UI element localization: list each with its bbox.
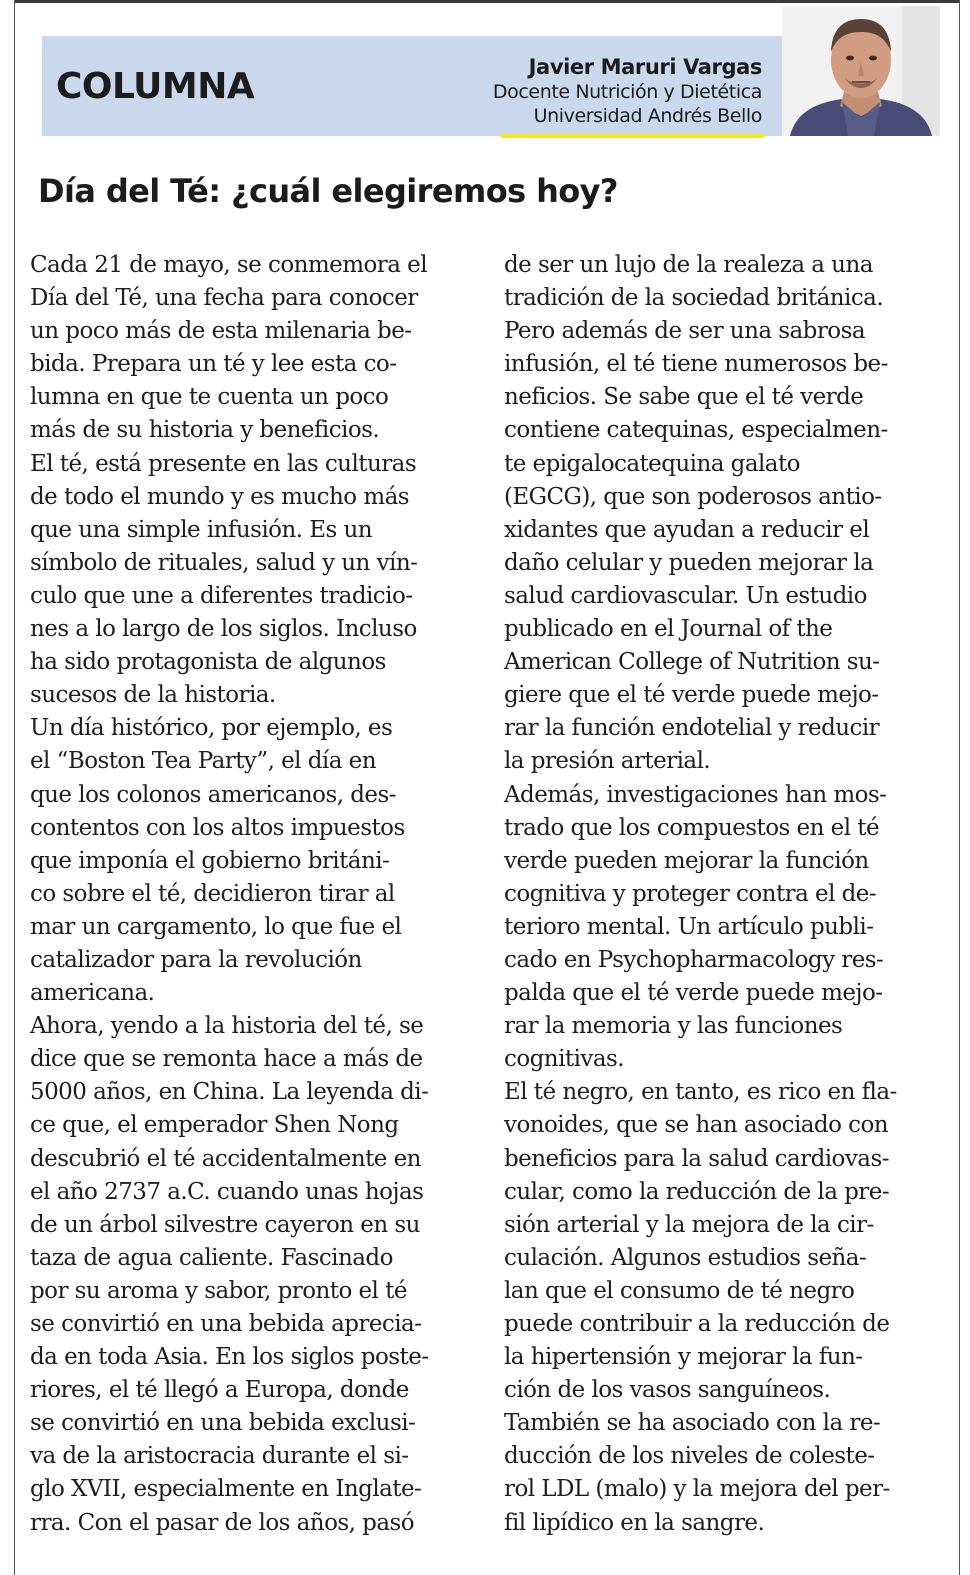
author-affiliation: Universidad Andrés Bello xyxy=(533,105,762,127)
text-line: la hipertensión y mejorar la fun- xyxy=(504,1344,863,1371)
text-line: el año 2737 a.C. cuando unas hojas xyxy=(30,1178,424,1205)
text-line: nes a lo largo de los siglos. Incluso xyxy=(30,616,417,643)
text-line: daño celular y pueden mejorar la xyxy=(504,549,874,576)
text-line: cado en Psychopharmacology res- xyxy=(504,946,884,973)
text-line: neficios. Se sabe que el té verde xyxy=(504,384,864,411)
text-line: catalizador para la revolución xyxy=(30,946,362,973)
text-line: co sobre el té, decidieron tirar al xyxy=(30,880,395,907)
text-line: publicado en el Journal of the xyxy=(504,616,833,643)
author-name: Javier Maruri Vargas xyxy=(528,55,762,79)
text-line: rra. Con el pasar de los años, pasó xyxy=(30,1509,415,1536)
text-line: de todo el mundo y es mucho más xyxy=(30,483,409,510)
text-line: cular, como la reducción de la pre- xyxy=(504,1178,890,1205)
text-line: lan que el consumo de té negro xyxy=(504,1277,855,1304)
text-line: El té negro, en tanto, es rico en fla- xyxy=(504,1079,897,1106)
text-line: un poco más de esta milenaria be- xyxy=(30,318,412,345)
text-line: rol LDL (malo) y la mejora del per- xyxy=(504,1476,890,1503)
text-line: sucesos de la historia. xyxy=(30,682,276,709)
text-line: glo XVII, especialmente en Inglate- xyxy=(30,1476,422,1503)
text-line: Un día histórico, por ejemplo, es xyxy=(30,715,393,742)
text-line: taza de agua caliente. Fascinado xyxy=(30,1244,393,1271)
text-line: salud cardiovascular. Un estudio xyxy=(504,582,867,609)
text-line: beneficios para la salud cardiovas- xyxy=(504,1145,889,1172)
text-line: contentos con los altos impuestos xyxy=(30,814,405,841)
text-line: culación. Algunos estudios seña- xyxy=(504,1244,867,1271)
text-line: giere que el té verde puede mejo- xyxy=(504,682,879,709)
headline: Día del Té: ¿cuál elegiremos hoy? xyxy=(38,172,618,210)
highlight-mark xyxy=(501,134,765,138)
text-line: te epigalocatequina galato xyxy=(504,450,800,477)
text-line: verde pueden mejorar la función xyxy=(504,847,869,874)
text-line: terioro mental. Un artículo publi- xyxy=(504,913,874,940)
text-line: Pero además de ser una sabrosa xyxy=(504,318,866,345)
text-line: mar un cargamento, lo que fue el xyxy=(30,913,402,940)
text-line: 5000 años, en China. La leyenda di- xyxy=(30,1079,429,1106)
text-line: se convirtió en una bebida exclusi- xyxy=(30,1410,416,1437)
text-line: rar la memoria y las funciones xyxy=(504,1013,843,1040)
text-line: tradición de la sociedad británica. xyxy=(504,285,884,312)
text-line: rar la función endotelial y reducir xyxy=(504,715,880,742)
author-photo xyxy=(782,6,940,136)
text-line: más de su historia y beneficios. xyxy=(30,417,380,444)
text-line: sión arterial y la mejora de la cir- xyxy=(504,1211,874,1238)
text-line: de un árbol silvestre cayeron en su xyxy=(30,1211,420,1238)
text-line: dice que se remonta hace a más de xyxy=(30,1046,423,1073)
text-line: American College of Nutrition su- xyxy=(504,649,880,676)
text-line: va de la aristocracia durante el si- xyxy=(30,1443,409,1470)
text-line: ducción de los niveles de coleste- xyxy=(504,1443,875,1470)
text-line: se convirtió en una bebida aprecia- xyxy=(30,1311,422,1337)
text-line: palda que el té verde puede mejo- xyxy=(504,980,883,1007)
text-line: el “Boston Tea Party”, el día en xyxy=(30,748,376,775)
text-line: culo que une a diferentes tradicio- xyxy=(30,582,413,609)
text-line: lumna en que te cuenta un poco xyxy=(30,384,389,411)
text-line: que una simple infusión. Es un xyxy=(30,516,373,543)
text-line: americana. xyxy=(30,980,155,1007)
text-line: xidantes que ayudan a reducir el xyxy=(504,516,870,543)
text-line: Cada 21 de mayo, se conmemora el xyxy=(30,252,427,278)
author-role: Docente Nutrición y Dietética xyxy=(492,81,762,103)
text-line: contiene catequinas, especialmen- xyxy=(504,417,888,444)
text-line: ha sido protagonista de algunos xyxy=(30,649,386,676)
text-line: riores, el té llegó a Europa, donde xyxy=(30,1377,409,1404)
text-line: que los colonos americanos, des- xyxy=(30,781,396,808)
text-line: puede contribuir a la reducción de xyxy=(504,1311,890,1337)
text-line: fil lipídico en la sangre. xyxy=(504,1509,765,1536)
text-line: cognitiva y proteger contra el de- xyxy=(504,880,877,907)
text-line: ce que, el emperador Shen Nong xyxy=(30,1112,399,1139)
text-line: Día del Té, una fecha para conocer xyxy=(30,285,418,312)
text-line: ción de los vasos sanguíneos. xyxy=(504,1377,831,1404)
text-line: trado que los compuestos en el té xyxy=(504,814,880,841)
text-line: cognitivas. xyxy=(504,1046,624,1073)
text-line: Además, investigaciones han mos- xyxy=(504,781,887,808)
text-line: infusión, el té tiene numerosos be- xyxy=(504,351,888,378)
text-line: que imponía el gobierno británi- xyxy=(30,847,390,874)
text-line: por su aroma y sabor, pronto el té xyxy=(30,1277,407,1304)
text-line: El té, está presente en las culturas xyxy=(30,450,417,477)
left-border xyxy=(14,0,15,1575)
text-line: También se ha asociado con la re- xyxy=(504,1410,881,1437)
text-line: símbolo de rituales, salud y un vín- xyxy=(30,549,418,576)
section-label: COLUMNA xyxy=(56,66,255,107)
text-line: bida. Prepara un té y lee esta co- xyxy=(30,351,397,378)
left-text-column xyxy=(30,249,480,1540)
text-line: de ser un lujo de la realeza a una xyxy=(504,252,873,278)
text-line: Ahora, yendo a la historia del té, se xyxy=(30,1013,424,1040)
right-text-column xyxy=(504,249,954,1540)
text-line: vonoides, que se han asociado con xyxy=(504,1112,889,1139)
text-line: da en toda Asia. En los siglos poste- xyxy=(30,1344,429,1371)
text-line: descubrió el té accidentalmente en xyxy=(30,1145,421,1172)
text-line: la presión arterial. xyxy=(504,748,711,775)
text-line: (EGCG), que son poderosos antio- xyxy=(504,483,882,510)
right-border xyxy=(959,0,960,1575)
top-rule xyxy=(14,0,960,3)
